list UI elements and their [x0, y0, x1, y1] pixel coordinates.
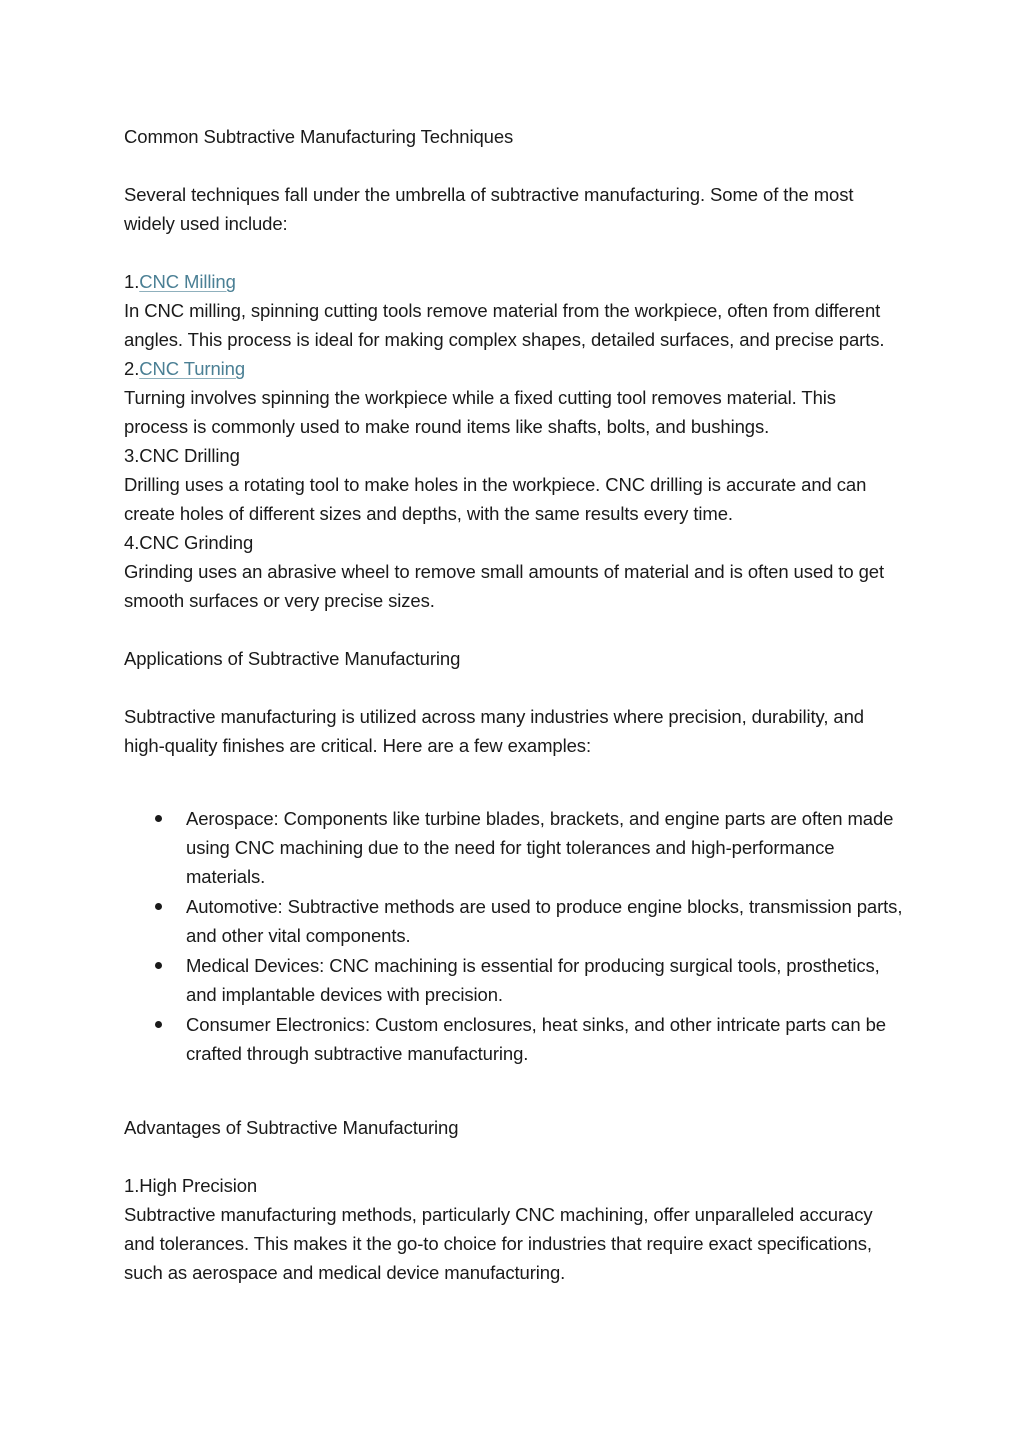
- spacer: [124, 760, 904, 804]
- advantage-title: High Precision: [139, 1175, 258, 1196]
- technique-description: In CNC milling, spinning cutting tools remove material from the workpiece, often from different angles. This process is ideal for making complex shapes, detailed surfaces, and precise parts.: [124, 300, 885, 350]
- cnc-milling-link[interactable]: CNC Milling: [139, 271, 236, 292]
- technique-number: 4.: [124, 532, 140, 553]
- spacer: [124, 238, 904, 267]
- list-item-text: Medical Devices: CNC machining is essential for producing surgical tools, prosthetics, and implantable devices with precision.: [186, 955, 880, 1005]
- spacer: [124, 615, 904, 644]
- technique-title: CNC Grinding: [139, 532, 254, 553]
- technique-number: 3.: [124, 445, 140, 466]
- technique-item-milling: [124, 267, 904, 354]
- spacer: [124, 1142, 904, 1171]
- spacer: [124, 151, 904, 180]
- advantage-item-precision: [124, 1171, 904, 1287]
- advantage-title-line: [124, 1171, 904, 1200]
- list-item-text: Automotive: Subtractive methods are used to produce engine blocks, transmission parts, and other vital components.: [186, 896, 903, 946]
- bullet-icon: [155, 903, 162, 910]
- technique-description: Grinding uses an abrasive wheel to remove small amounts of material and is often used to get smooth surfaces or very precise sizes.: [124, 561, 884, 611]
- list-item-text: Consumer Electronics: Custom enclosures, heat sinks, and other intricate parts can be crafted through subtractive manufacturing.: [186, 1014, 886, 1064]
- document-page: [124, 122, 904, 1287]
- applications-list: [124, 804, 904, 1068]
- techniques-heading: Common Subtractive Manufacturing Techniques: [124, 126, 514, 147]
- list-item-text: Aerospace: Components like turbine blades, brackets, and engine parts are often made using CNC machining due to the need for tight tolerances and high-performance materials.: [186, 808, 894, 887]
- technique-number: 1.: [124, 271, 140, 292]
- advantage-description: Subtractive manufacturing methods, particularly CNC machining, offer unparalleled accuracy and tolerances. This makes it the go-to choice for industries that require exact specifications, such as aerospace and medical device manufacturing.: [124, 1204, 873, 1283]
- applications-intro: Subtractive manufacturing is utilized across many industries where precision, durability, and high-quality finishes are critical. Here are a few examples:: [124, 706, 864, 756]
- technique-item-turning: [124, 354, 904, 441]
- applications-heading: Applications of Subtractive Manufacturing: [124, 648, 461, 669]
- list-item: [124, 951, 904, 1009]
- technique-number: 2.: [124, 358, 140, 379]
- technique-item-drilling: [124, 441, 904, 528]
- list-item: [124, 804, 904, 891]
- technique-title: CNC Drilling: [139, 445, 240, 466]
- technique-title-line: [124, 267, 904, 296]
- list-item: [124, 1010, 904, 1068]
- technique-title-line: [124, 354, 904, 383]
- techniques-intro: Several techniques fall under the umbrella of subtractive manufacturing. Some of the most widely used include:: [124, 184, 854, 234]
- technique-title-line: [124, 528, 904, 557]
- spacer: [124, 1069, 904, 1113]
- technique-title-line: [124, 441, 904, 470]
- technique-description: Turning involves spinning the workpiece while a fixed cutting tool removes material. This process is commonly used to make round items like shafts, bolts, and bushings.: [124, 387, 836, 437]
- technique-description: Drilling uses a rotating tool to make holes in the workpiece. CNC drilling is accurate and can create holes of different sizes and depths, with the same results every time.: [124, 474, 867, 524]
- bullet-icon: [155, 962, 162, 969]
- list-item: [124, 892, 904, 950]
- cnc-turning-link[interactable]: CNC Turning: [139, 358, 246, 379]
- bullet-icon: [155, 815, 162, 822]
- technique-item-grinding: [124, 528, 904, 615]
- advantages-heading: Advantages of Subtractive Manufacturing: [124, 1117, 459, 1138]
- bullet-icon: [155, 1021, 162, 1028]
- spacer: [124, 673, 904, 702]
- advantage-number: 1.: [124, 1175, 140, 1196]
